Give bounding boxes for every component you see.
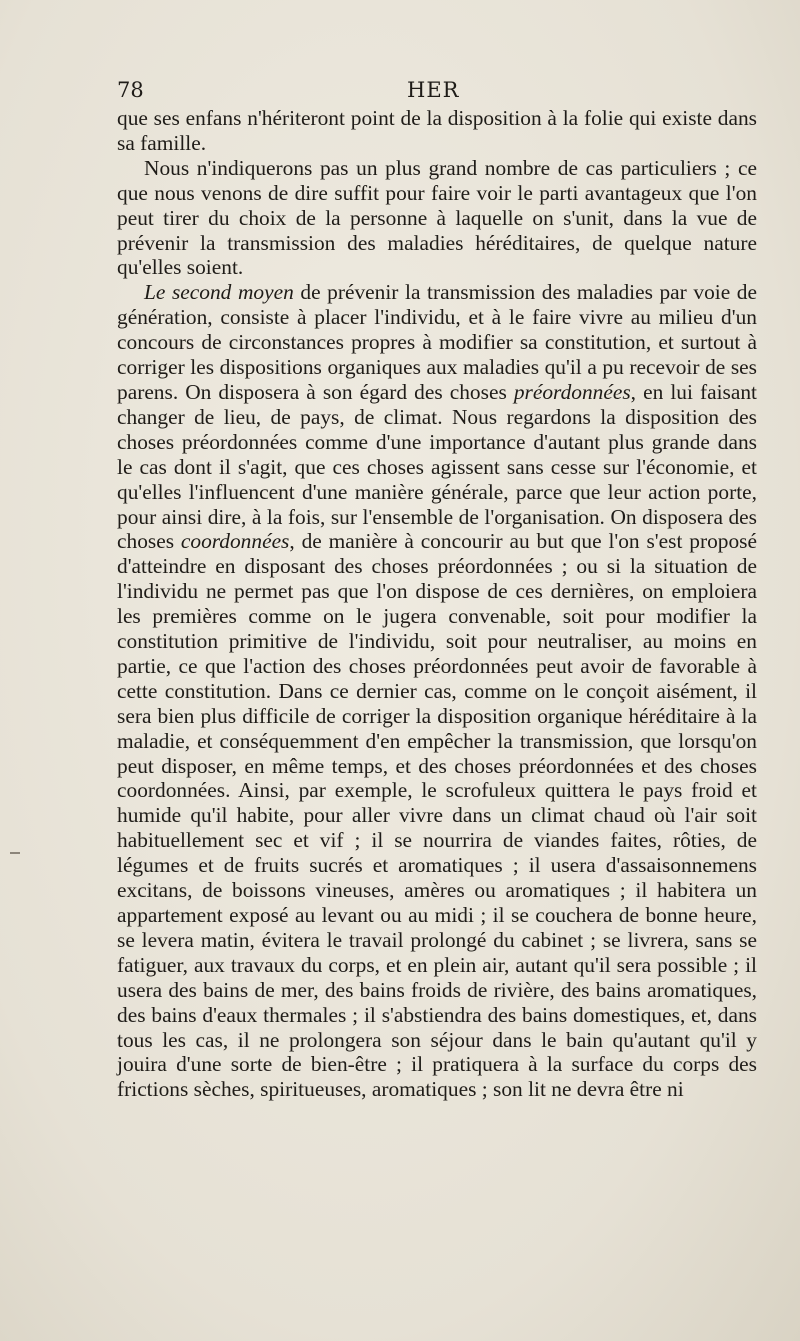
margin-mark — [10, 852, 20, 854]
text-segment: que ses enfans n'hériteront point de la disposition à la folie qui existe dans sa famille. — [117, 106, 757, 155]
page-number: 78 — [117, 78, 144, 102]
text-segment: Nous n'indiquerons pas un plus grand nombre de cas particuliers ; ce que nous venons de dire suffit pour faire voir le parti avantageux que l'on peut tirer du choix de la personne à laquelle on s'unit, dans la vue de prévenir la transmission des maladies héréditaires, de quelque nature qu'elles soient. — [117, 155, 757, 280]
paragraph-1 — [117, 106, 757, 156]
running-title: HER — [407, 78, 460, 102]
italic-term: Le second moyen — [144, 280, 294, 305]
body-text — [117, 106, 757, 1102]
paragraph-2 — [117, 156, 757, 281]
text-segment: , de manière à concourir au but que l'on s'est proposé d'atteindre en disposant des choses préordonnées ; ou si la situation de l'individu ne permet pas que l'on dispose de ces dernières, on emploiera les premières comme on le jugera convenable, soit pour modifier la constitution primitive de l'individu, soit pour neutraliser, au moins en partie, ce que l'action des choses préordonnées peut avoir de favorable à cette constitution. Dans ce dernier cas, comme on le conçoit aisément, il sera bien plus difficile de corriger la disposition organique héréditaire à la maladie, et conséquemment d'en empêcher la transmission, que lorsqu'on peut disposer, en même temps, et des choses préordonnées et des choses coordonnées. Ainsi, par exemple, le scrofuleux quittera le pays froid et humide qu'il habite, pour aller vivre dans un climat chaud où l'air soit habituellement sec et vif ; il se nourrira de viandes faites, rôties, de légumes et de fruits sucrés et aromatiques ; il usera d'assaisonnemens excitans, de boissons vineuses, amères ou aromatiques ; il habitera un appartement exposé au levant ou au midi ; il se couchera de bonne heure, se levera matin, évitera le travail prolongé du cabinet ; se livrera, sans se fatiguer, aux travaux du corps, et en plein air, autant qu'il sera possible ; il usera des bains de mer, des bains froids de rivière, des bains aromatiques, des bains d'eaux thermales ; il s'abstiendra des bains domestiques, et, dans tous les cas, il ne prolongera son séjour dans le bain qu'autant qu'il y jouira d'une sorte de bien-être ; il pratiquera à la surface du corps des frictions sèches, spiritueuses, aromatiques ; son lit ne devra être ni — [117, 529, 757, 1102]
paragraph-3 — [117, 280, 757, 1102]
text-segment: de prévenir la transmission des maladies par voie de génération, consiste à placer l'individu, et à le faire vivre au milieu d'un concours de circonstances propres à modifier sa constitution, et surtout à corriger les dispositions organiques aux maladies qu'il a pu recevoir de ses parens. On disposera à son égard des choses — [117, 280, 757, 404]
italic-term: coordonnées — [180, 529, 290, 554]
italic-term: préordonnées — [513, 379, 631, 404]
running-head — [117, 76, 760, 104]
text-segment: , en lui faisant changer de lieu, de pays, de climat. Nous regardons la disposition des choses préordonnées comme d'une importance d'autant plus grande dans le cas dont il s'agit, que ces choses agissent sans cesse sur l'économie, et qu'elles l'influencent d'une manière générale, parce que leur action porte, pour ainsi dire, à la fois, sur l'ensemble de l'organisation. On disposera des choses — [117, 379, 757, 554]
